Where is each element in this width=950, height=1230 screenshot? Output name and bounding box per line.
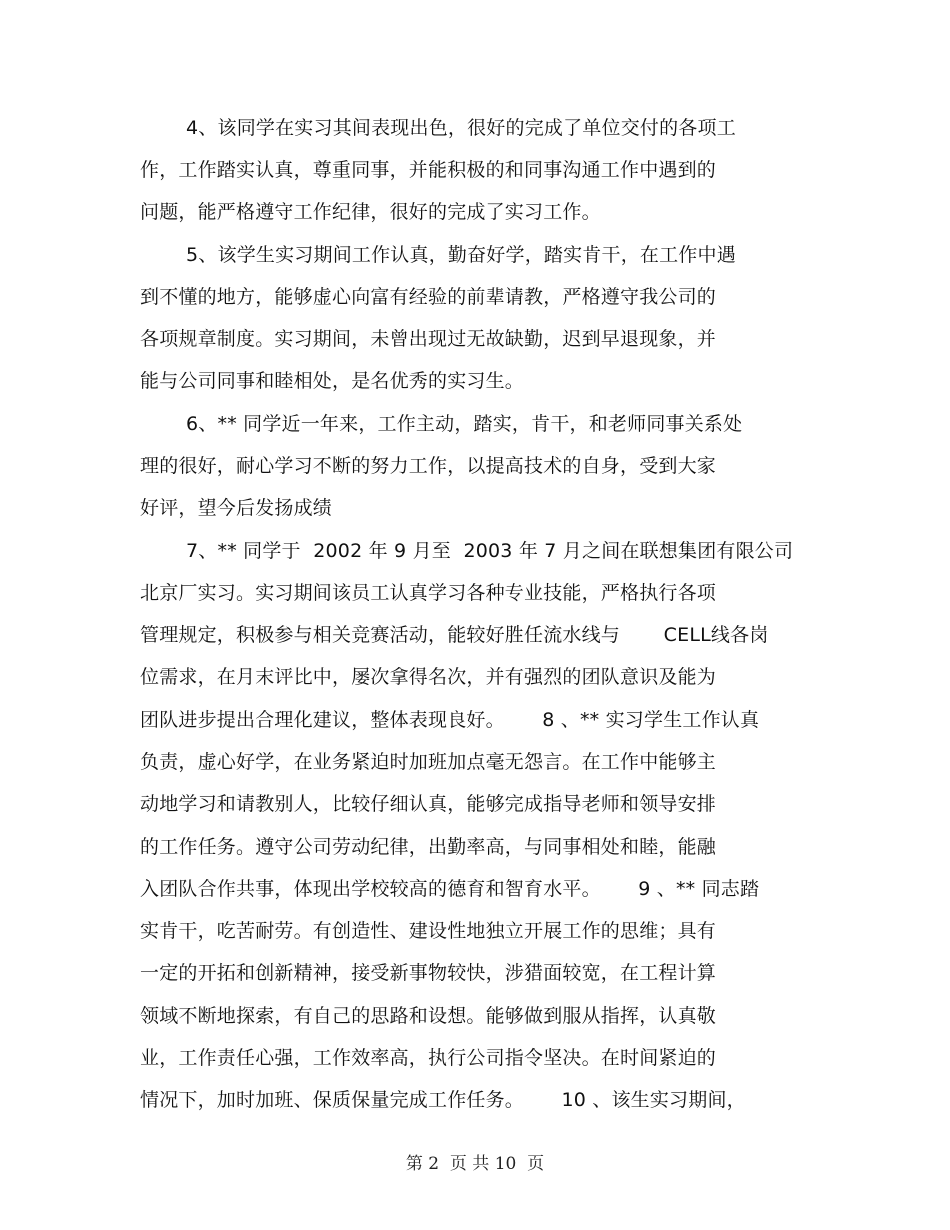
text-line: 好评，望今后发扬成绩 <box>140 497 333 519</box>
text-line: 动地学习和请教别人，比较仔细认真，能够完成指导老师和领导安排 <box>140 793 717 815</box>
text-line: 的工作任务。遵守公司劳动纪律，出勤率高，与同事相处和睦，能融 <box>140 836 717 858</box>
text-line: 4、该同学在实习其间表现出色，很好的完成了单位交付的各项工 <box>186 117 736 139</box>
text-line: 负责，虚心好学，在业务紧迫时加班加点毫无怨言。在工作中能够主 <box>140 751 717 773</box>
text-line: 一定的开拓和创新精神，接受新事物较快，涉猎面较宽，在工程计算 <box>140 962 717 984</box>
text-line: 6、** 同学近一年来，工作主动，踏实，肯干，和老师同事关系处 <box>186 413 743 435</box>
text-line: 到不懂的地方，能够虚心向富有经验的前辈请教，严格遵守我公司的 <box>140 286 717 308</box>
text-line: 能与公司同事和睦相处，是名优秀的实习生。 <box>140 370 525 392</box>
text-line: 作，工作踏实认真，尊重同事，并能积极的和同事沟通工作中遇到的 <box>140 159 717 181</box>
text-line: 管理规定，积极参与相关竞赛活动，能较好胜任流水线与 CELL线各岗 <box>140 624 769 646</box>
text-line: 情况下，加时加班、保质保量完成工作任务。 10 、该生实习期间， <box>140 1089 746 1111</box>
text-line: 理的很好，耐心学习不断的努力工作，以提高技术的自身，受到大家 <box>140 455 717 477</box>
text-line: 7、** 同学于 2002 年 9 月至 2003 年 7 月之间在联想集团有限公司 <box>186 540 794 562</box>
text-line: 各项规章制度。实习期间，未曾出现过无故缺勤，迟到早退现象，并 <box>140 328 717 350</box>
text-line: 团队进步提出合理化建议，整体表现良好。 8 、** 实习学生工作认真 <box>140 709 760 731</box>
page-number-footer: 第 2 页 共 10 页 <box>405 1154 545 1174</box>
text-line: 位需求，在月末评比中，屡次拿得名次，并有强烈的团队意识及能为 <box>140 666 717 688</box>
text-line: 入团队合作共事，体现出学校较高的德育和智育水平。 9 、** 同志踏 <box>140 878 760 900</box>
text-line: 5、该学生实习期间工作认真，勤奋好学，踏实肯干，在工作中遇 <box>186 244 736 266</box>
text-line: 问题，能严格遵守工作纪律，很好的完成了实习工作。 <box>140 201 601 223</box>
text-line: 业，工作责任心强，工作效率高，执行公司指令坚决。在时间紧迫的 <box>140 1047 717 1069</box>
text-line: 实肯干，吃苦耐劳。有创造性、建设性地独立开展工作的思维；具有 <box>140 920 717 942</box>
text-line: 北京厂实习。实习期间该员工认真学习各种专业技能，严格执行各项 <box>140 582 717 604</box>
text-line: 领域不断地探索，有自己的思路和设想。能够做到服从指挥，认真敬 <box>140 1005 717 1027</box>
